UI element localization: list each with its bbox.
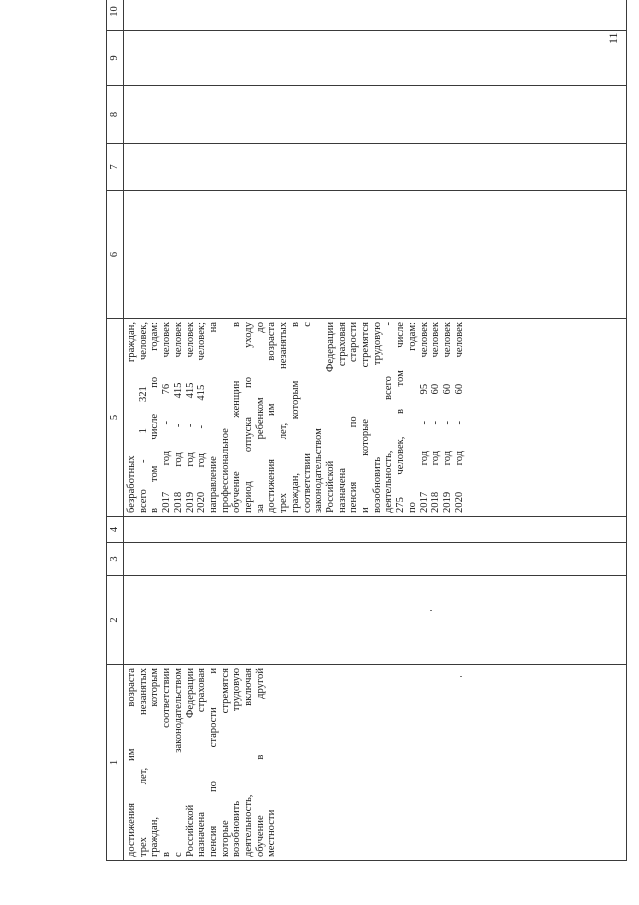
text-line: Российской Федерации — [184, 668, 196, 857]
text-line: с законодательством — [172, 668, 184, 857]
text-line: возобновить трудовую — [231, 668, 243, 857]
header-col-1: 1 — [107, 665, 124, 861]
scan-speck — [460, 676, 462, 677]
text-line: 2017 год - 95 человек — [418, 322, 430, 513]
text-line: 2020 год - 60 человек — [453, 322, 465, 513]
text-line: местности — [266, 809, 278, 857]
data-table — [106, 0, 627, 861]
text-line: профессиональное — [219, 428, 231, 513]
col1-text — [126, 668, 278, 857]
text-line: пенсия по старости и — [207, 668, 219, 857]
text-line: 2018 год - 415 человек — [172, 322, 184, 513]
header-col-3: 3 — [107, 543, 124, 576]
text-line: трех лет, незанятых — [278, 322, 290, 513]
text-line: обучение в другой — [254, 668, 266, 857]
header-col-10: 10 — [107, 0, 124, 31]
cell-col-3 — [124, 543, 627, 576]
header-col-5: 5 — [107, 319, 124, 517]
cell-col-1 — [124, 665, 627, 861]
table-row — [124, 0, 627, 861]
text-line: трех лет, незанятых — [137, 668, 149, 857]
text-line: и которые стремятся — [360, 322, 372, 513]
cell-col-10 — [124, 0, 627, 31]
text-line: Российской Федерации — [324, 322, 336, 513]
text-line: пенсия по старости — [348, 322, 360, 513]
text-line: законодательством — [313, 428, 325, 513]
header-col-8: 8 — [107, 86, 124, 144]
text-line: назначена страховая — [196, 668, 208, 857]
cell-col-6 — [124, 191, 627, 319]
text-line: в том числе по годам: — [149, 322, 161, 513]
header-col-2: 2 — [107, 576, 124, 665]
text-line: которые стремятся — [219, 668, 231, 857]
text-line: 2020 год - 415 человек; — [196, 322, 208, 513]
text-line: период отпуска по уходу — [243, 322, 255, 513]
text-line: достижения им возраста — [126, 668, 137, 857]
cell-col-9 — [124, 31, 627, 86]
page-number: 11 — [606, 32, 620, 44]
text-line: 275 человек, в том числе — [395, 322, 407, 513]
cell-col-2 — [124, 576, 627, 665]
cell-col-8 — [124, 86, 627, 144]
text-line: возобновить трудовую — [371, 322, 383, 513]
text-line: 2017 год - 76 человек — [161, 322, 173, 513]
text-line: безработных граждан, — [126, 322, 137, 513]
text-line: в соответствии — [161, 668, 173, 857]
text-line: всего - 1 321 человек, — [137, 322, 149, 513]
text-line: граждан, которым — [149, 668, 161, 857]
text-line: достижения им возраста — [266, 322, 278, 513]
text-line: граждан, которым в — [289, 322, 301, 513]
header-col-9: 9 — [107, 31, 124, 86]
header-col-7: 7 — [107, 144, 124, 191]
text-line: направление на — [207, 322, 219, 513]
cell-col-4 — [124, 517, 627, 543]
text-line: обучение женщин в — [231, 322, 243, 513]
text-line: деятельность, включая — [243, 668, 255, 857]
text-line: 2019 год - 415 человек — [184, 322, 196, 513]
header-col-6: 6 — [107, 191, 124, 319]
text-line: деятельность, всего - — [383, 322, 395, 513]
cell-col-5 — [124, 319, 627, 517]
text-line: 2018 год - 60 человек — [430, 322, 442, 513]
header-col-4: 4 — [107, 517, 124, 543]
cell-col-7 — [124, 144, 627, 191]
text-line: соответствии с — [301, 322, 313, 513]
text-line: назначена страховая — [336, 322, 348, 513]
header-row — [107, 0, 124, 861]
scan-speck — [430, 610, 432, 611]
text-line: 2019 год - 60 человек — [441, 322, 453, 513]
text-line: по годам: — [406, 322, 418, 513]
text-line: за ребенком до — [254, 322, 266, 513]
col5-text — [126, 322, 465, 513]
